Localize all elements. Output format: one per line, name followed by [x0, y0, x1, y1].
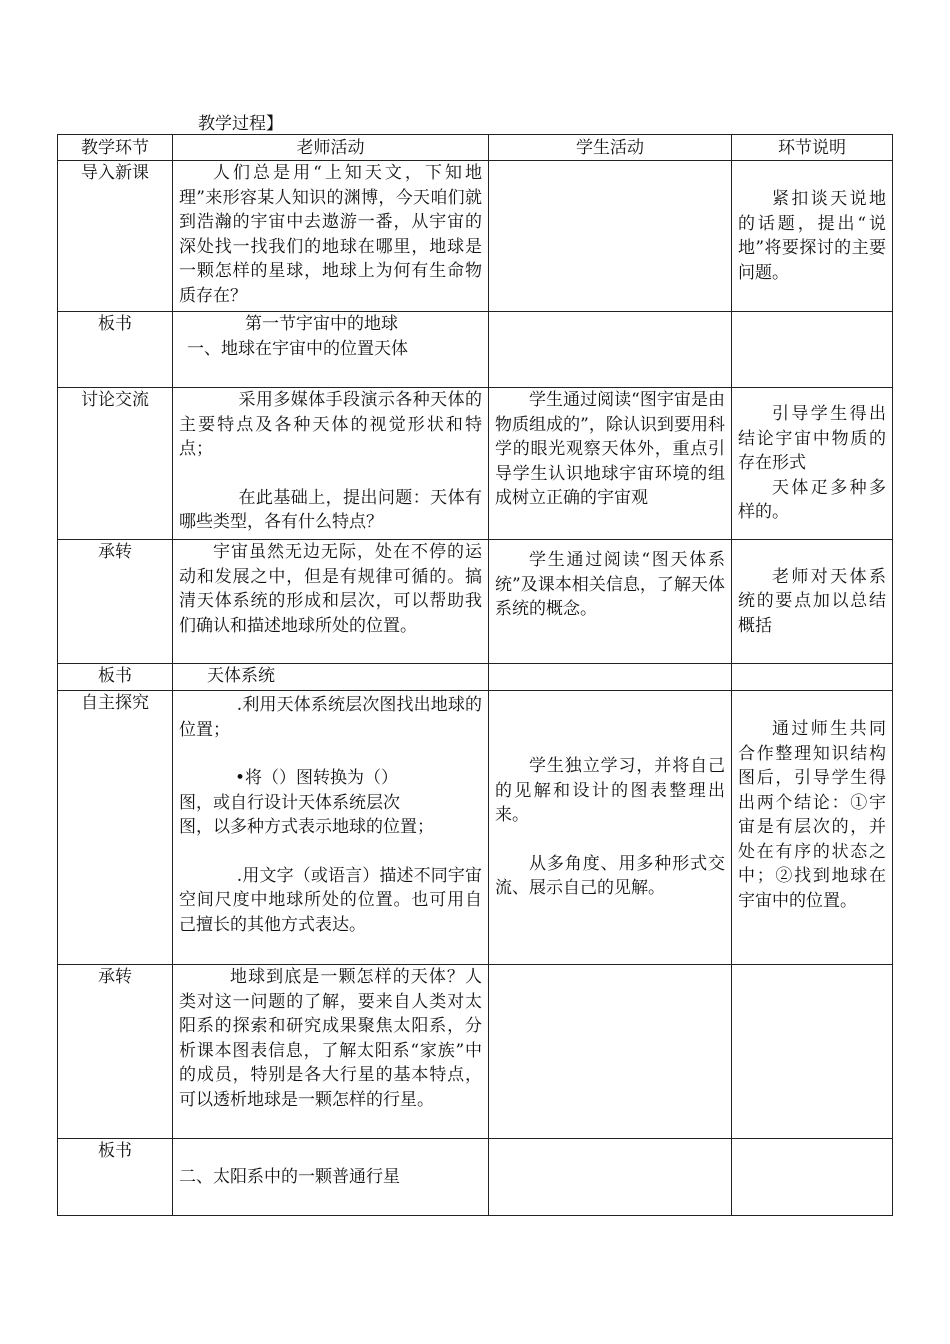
- note-text: 引导学生得出结论宇宙中物质的存在形式: [738, 404, 886, 474]
- board-title-text: 第一节宇宙中的地球: [245, 314, 398, 334]
- teacher-cell: [173, 664, 489, 691]
- teacher-cell: [173, 1139, 489, 1216]
- table-row: [58, 161, 893, 312]
- stage-cell: 自主探究: [58, 691, 173, 965]
- stage-cell: 导入新课: [58, 161, 173, 312]
- table-row: [58, 540, 893, 664]
- section-heading: 教学过程】: [198, 114, 283, 134]
- student-text: 学生独立学习，并将自己的见解和设计的图表整理出来。: [495, 756, 725, 826]
- note-cell: [732, 388, 893, 540]
- student-text: 学生通过阅读“图宇宙是由物质组成的”，除认识到要用科学的眼光观察天体外，重点引导学生认识地球宇宙环境的组成树立正确的宇宙观: [495, 390, 725, 508]
- note-cell: [732, 965, 893, 1139]
- board-title-text: 天体系统: [207, 666, 275, 686]
- lesson-process-table: [57, 134, 893, 1216]
- table-row: [58, 965, 893, 1139]
- student-cell: [489, 161, 732, 312]
- note-text: 天体疋多种多样的。: [738, 477, 886, 523]
- stage-cell: 承转: [58, 540, 173, 664]
- stage-cell: 承转: [58, 965, 173, 1139]
- stage-cell: 板书: [58, 1139, 173, 1216]
- table-row: [58, 1139, 893, 1216]
- stage-cell: 板书: [58, 664, 173, 691]
- note-cell: [732, 161, 893, 312]
- teacher-text: 图，或自行设计天体系统层次: [179, 792, 400, 813]
- student-cell: [489, 965, 732, 1139]
- student-cell: [489, 691, 732, 965]
- stage-cell: 讨论交流: [58, 388, 173, 540]
- student-cell: [489, 388, 732, 540]
- note-cell: [732, 1139, 893, 1216]
- teacher-text: .用文字（或语言）描述不同宇宙空间尺度中地球所处的位置。也可用自己擅长的其他方式表达。: [179, 865, 482, 935]
- student-cell: [489, 312, 732, 388]
- student-cell: [489, 1139, 732, 1216]
- note-text: 通过师生共同合作整理知识结构图后，引导学生得出两个结论：①宇宙是有层次的，并处在有序的状态之中；②找到地球在宇宙中的位置。: [738, 719, 886, 911]
- teacher-text: 图，以多种方式表示地球的位置；: [179, 817, 434, 837]
- note-cell: [732, 664, 893, 691]
- teacher-text: 采用多媒体手段演示各种天体的主要特点及各种天体的视觉形状和特点；: [179, 390, 482, 459]
- teacher-text: 宇宙虽然无边无际，处在不停的运动和发展之中，但是有规律可循的。搞清天体系统的形成和层次，可以帮助我们确认和描述地球所处的位置。: [179, 542, 482, 636]
- teacher-text: 地球到底是一颗怎样的天体？人类对这一问题的了解，要来自人类对太阳系的探索和研究成果聚焦太阳系，分析课本图表信息，了解太阳系“家族”中的成员，特别是各大行星的基本特点，可以透析地球是一颗怎样的行星。: [179, 967, 482, 1110]
- column-header-stage: 教学环节: [58, 135, 173, 161]
- teacher-cell: [173, 161, 489, 312]
- student-cell: [489, 540, 732, 664]
- table-row: [58, 312, 893, 388]
- board-subtitle-text: 一、地球在宇宙中的位置天体: [187, 338, 408, 359]
- stage-cell: 板书: [58, 312, 173, 388]
- teacher-cell: [173, 965, 489, 1139]
- board-title-text: 二、太阳系中的一颗普通行星: [179, 1166, 400, 1187]
- column-header-teacher: 老师活动: [173, 135, 489, 161]
- note-text: 老师对天体系统的要点加以总结概括: [738, 566, 886, 636]
- table-header-row: [58, 135, 893, 161]
- note-cell: [732, 691, 893, 965]
- note-text: 紧扣谈天说地的话题，提出“说地”将要探讨的主要问题。: [738, 189, 886, 283]
- note-cell: [732, 540, 893, 664]
- teacher-cell: [173, 540, 489, 664]
- note-cell: [732, 312, 893, 388]
- table-row: [58, 388, 893, 540]
- column-header-note: 环节说明: [732, 135, 893, 161]
- teacher-text: .利用天体系统层次图找出地球的位置；: [179, 695, 482, 740]
- teacher-text: 在此基础上，提出问题：天体有哪些类型，各有什么特点？: [179, 487, 482, 532]
- table-row: [58, 691, 893, 965]
- teacher-text: •将（）图转换为（）: [235, 768, 399, 788]
- teacher-cell: [173, 312, 489, 388]
- teacher-cell: [173, 388, 489, 540]
- student-text: 从多角度、用多种形式交流、展示自己的见解。: [495, 853, 725, 899]
- column-header-student: 学生活动: [489, 135, 732, 161]
- teacher-text: 人们总是用“上知天文，下知地理”来形容某人知识的渊博，今天咱们就到浩瀚的宇宙中去遨游一番，从宇宙的深处找一找我们的地球在哪里，地球是一颗怎样的星球，地球上为何有生命物质存在？: [179, 163, 482, 306]
- table-row: [58, 664, 893, 691]
- student-text: 学生通过阅读“图天体系统”及课本相关信息，了解天体系统的概念。: [495, 550, 725, 619]
- teacher-cell: [173, 691, 489, 965]
- student-cell: [489, 664, 732, 691]
